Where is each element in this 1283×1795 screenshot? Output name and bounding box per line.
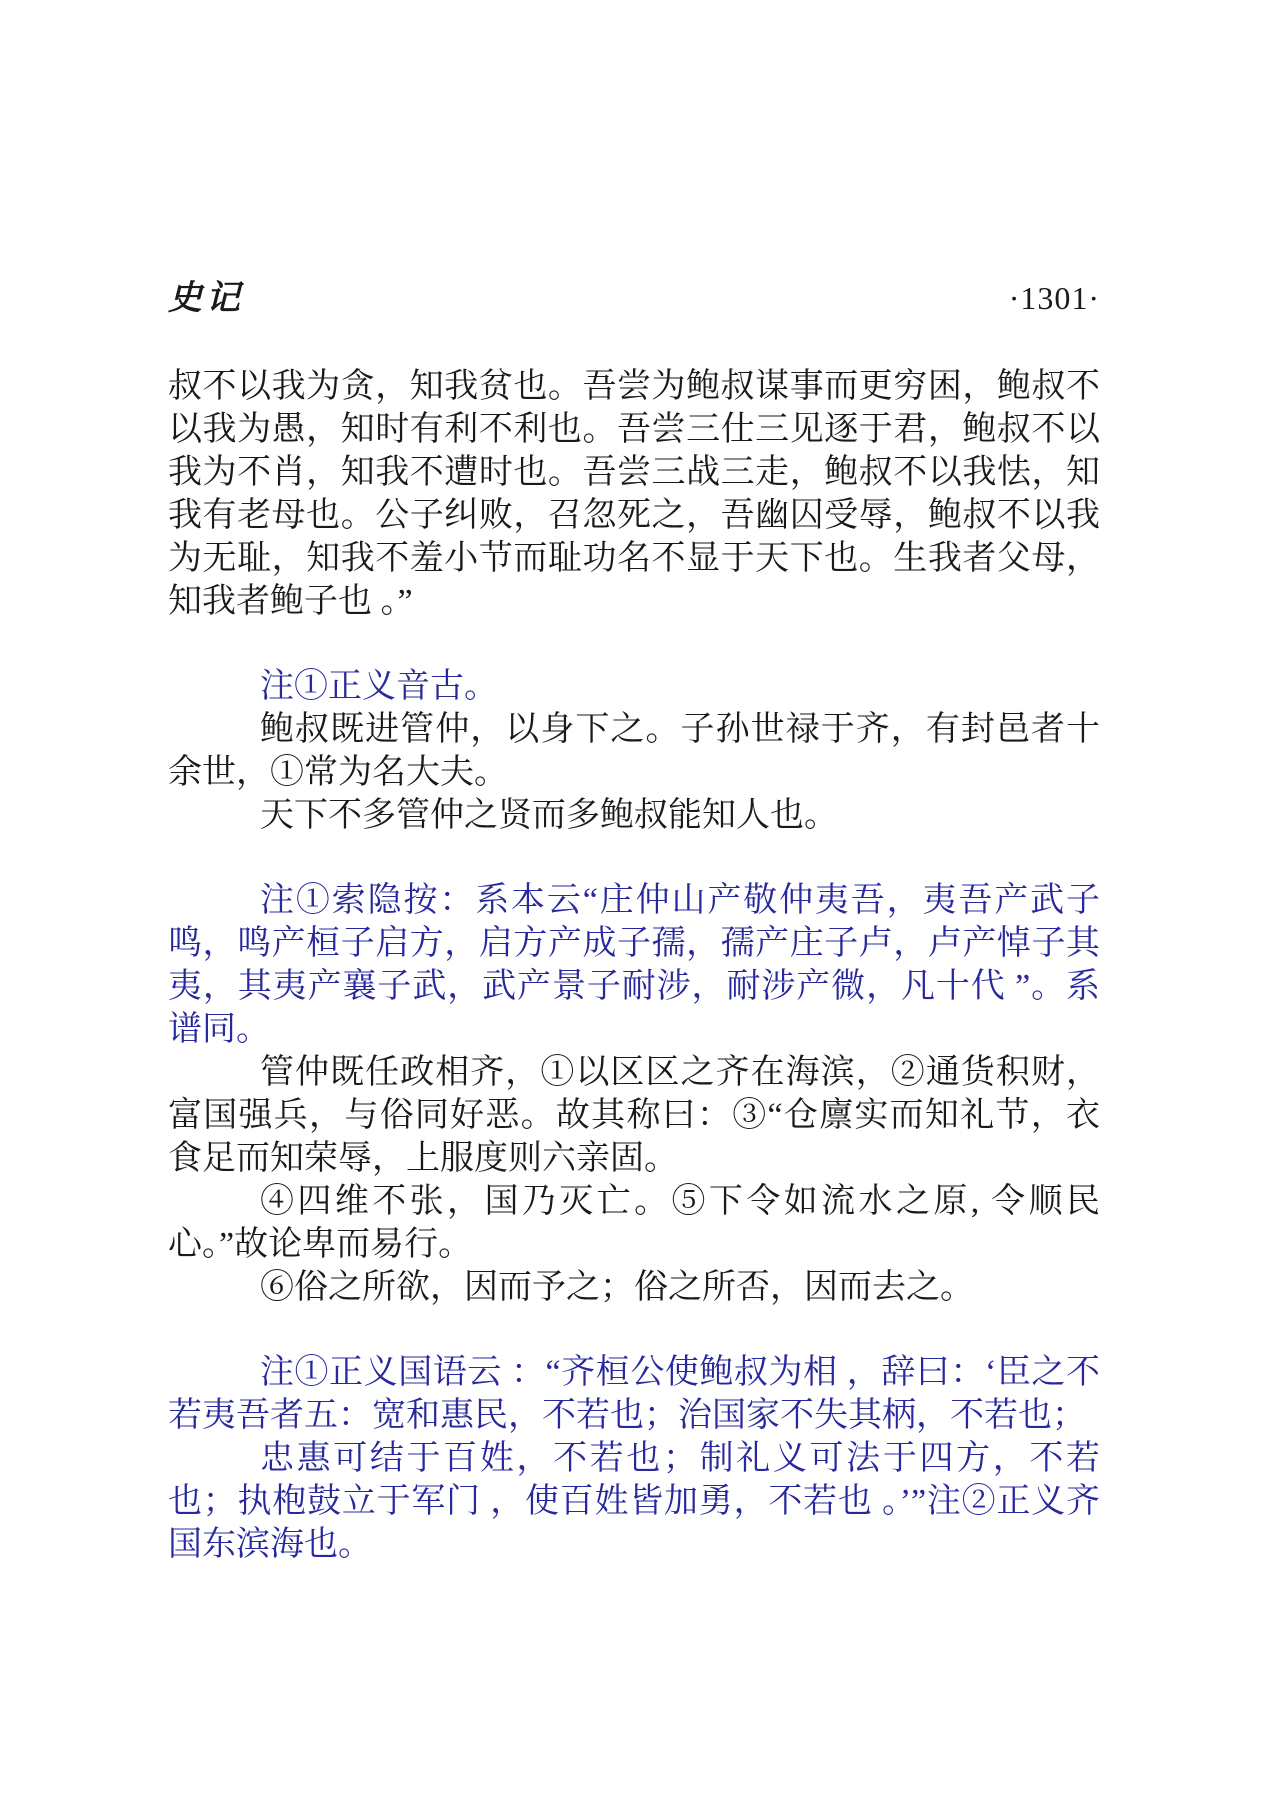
annotation-paragraph: 忠惠可结于百姓，不若也；制礼义可法于四方，不若也；执枹鼓立于军门 ，使百姓皆加勇，不若也 。’”注②正义齐国东滨海也。 — [168, 1440, 1100, 1563]
annotation-paragraph: 注①正义音古。 — [260, 668, 498, 705]
annotation-paragraph: 注①索隐按：系本云“庄仲山产敬仲夷吾，夷吾产武子鸣，鸣产桓子启方，启方产成子孺，孺产庄子卢，卢产悼子其夷，其夷产襄子武，武产景子耐涉，耐涉产微，凡十代 ”。系谱同。 — [168, 882, 1100, 1048]
book-title: 史记 — [168, 280, 244, 317]
paragraph: 叔不以我为贪，知我贫也。吾尝为鲍叔谋事而更穷困，鲍叔不以我为愚，知时有利不利也。吾尝三仕三见逐于君，鲍叔不以我为不肖，知我不遭时也。吾尝三战三走，鲍叔不以我怯，知我有老母也。公子纠败，召忽死之，吾幽囚受辱，鲍叔不以我为无耻，知我不羞小节而耻功名不显于天下也。生我者父母，知我者鲍子也 。” — [168, 368, 1100, 620]
paragraph: 管仲既任政相齐，①以区区之齐在海滨，②通货积财，富国强兵，与俗同好恶。故其称曰：③“仓廪实而知礼节，衣食足而知荣辱，上服度则六亲固。 — [168, 1054, 1100, 1177]
paragraph: 天下不多管仲之贤而多鲍叔能知人也。 — [260, 797, 838, 834]
annotation-paragraph: 注①正义国语云 ：“齐桓公使鲍叔为相 ，辞曰：‘臣之不若夷吾者五：宽和惠民，不若也；治国家不失其柄，不若也； — [168, 1354, 1100, 1434]
text-block — [168, 277, 1100, 1566]
page-number: ·1301· — [1008, 280, 1100, 316]
body-text — [168, 365, 1100, 1566]
paragraph: ⑥俗之所欲，因而予之；俗之所否，因而去之。 — [260, 1269, 974, 1306]
paragraph: ④四维不张，国乃灭亡。⑤下令如流水之原, 令顺民心。”故论卑而易行。 — [168, 1183, 1100, 1263]
page-header — [168, 277, 1100, 320]
paragraph: 鲍叔既进管仲，以身下之。子孙世禄于齐，有封邑者十余世，①常为名大夫。 — [168, 711, 1100, 791]
